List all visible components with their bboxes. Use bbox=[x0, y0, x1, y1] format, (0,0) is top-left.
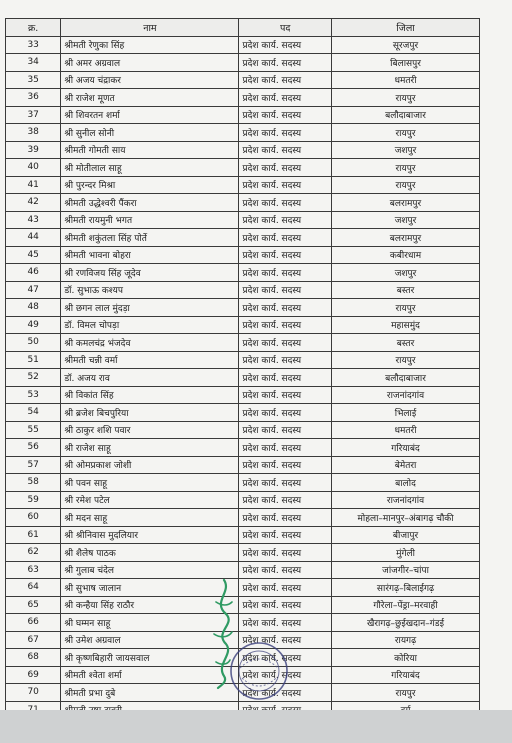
table-row bbox=[6, 369, 480, 387]
cell-name: श्री ठाकुर शशि पवार bbox=[61, 421, 239, 439]
table-row bbox=[6, 544, 480, 562]
cell-name: श्रीमती शकुंतला सिंह पोर्ते bbox=[61, 229, 239, 247]
cell-name: श्री राजेश साहू bbox=[61, 439, 239, 457]
table-row bbox=[6, 334, 480, 352]
cell-district: बालोद bbox=[332, 474, 480, 492]
cell-district: भिलाई bbox=[332, 404, 480, 422]
cell-post: प्रदेश कार्य. सदस्य bbox=[239, 579, 332, 597]
cell-post: प्रदेश कार्य. सदस्य bbox=[239, 386, 332, 404]
cell-district: रायपुर bbox=[332, 299, 480, 317]
cell-post: प्रदेश कार्य. सदस्य bbox=[239, 316, 332, 334]
cell-post: प्रदेश कार्य. सदस्य bbox=[239, 614, 332, 632]
cell-post: प्रदेश कार्य. सदस्य bbox=[239, 544, 332, 562]
cell-post: प्रदेश कार्य. सदस्य bbox=[239, 684, 332, 702]
table-row bbox=[6, 509, 480, 527]
cell-serial: 49 bbox=[6, 316, 61, 334]
cell-name: श्री उमेश अग्रवाल bbox=[61, 631, 239, 649]
cell-name: डॉ. विमल चोपड़ा bbox=[61, 316, 239, 334]
cell-name: श्री मोतीलाल साहू bbox=[61, 159, 239, 177]
cell-serial: 48 bbox=[6, 299, 61, 317]
cell-post: प्रदेश कार्य. सदस्य bbox=[239, 281, 332, 299]
cell-district: रायपुर bbox=[332, 351, 480, 369]
cell-serial: 52 bbox=[6, 369, 61, 387]
cell-name: श्री छगन लाल मुंदड़ा bbox=[61, 299, 239, 317]
cell-name: श्री रमेश पटेल bbox=[61, 491, 239, 509]
table-row bbox=[6, 421, 480, 439]
cell-district: बस्तर bbox=[332, 334, 480, 352]
cell-post: प्रदेश कार्य. सदस्य bbox=[239, 211, 332, 229]
cell-post: प्रदेश कार्य. सदस्य bbox=[239, 106, 332, 124]
table-row bbox=[6, 351, 480, 369]
cell-post: प्रदेश कार्य. सदस्य bbox=[239, 351, 332, 369]
cell-district: जशपुर bbox=[332, 211, 480, 229]
cell-serial: 43 bbox=[6, 211, 61, 229]
cell-post: प्रदेश कार्य. सदस्य bbox=[239, 124, 332, 142]
cell-district: जशपुर bbox=[332, 141, 480, 159]
cell-district: रायपुर bbox=[332, 89, 480, 107]
table-row bbox=[6, 89, 480, 107]
table-row bbox=[6, 491, 480, 509]
table-body bbox=[6, 36, 480, 736]
cell-serial: 33 bbox=[6, 36, 61, 54]
cell-district: रायपुर bbox=[332, 684, 480, 702]
cell-name: श्रीमती श्वेता शर्मा bbox=[61, 666, 239, 684]
table-row bbox=[6, 159, 480, 177]
cell-name: श्री कृष्णबिहारी जायसवाल bbox=[61, 649, 239, 667]
cell-name: श्रीमती रेणुका सिंह bbox=[61, 36, 239, 54]
cell-name: श्री शैलेष पाठक bbox=[61, 544, 239, 562]
cell-name: श्री मदन साहू bbox=[61, 509, 239, 527]
cell-district: गौरेला–पेंड्रा–मरवाही bbox=[332, 596, 480, 614]
cell-district: रायपुर bbox=[332, 159, 480, 177]
table-row bbox=[6, 596, 480, 614]
cell-name: श्रीमती रायमुनी भगत bbox=[61, 211, 239, 229]
cell-serial: 58 bbox=[6, 474, 61, 492]
header-post: पद bbox=[239, 19, 332, 37]
seal-stamp bbox=[228, 640, 290, 702]
cell-name: श्री सुभाष जालान bbox=[61, 579, 239, 597]
cell-name: श्री कमलचंद्र भंजदेव bbox=[61, 334, 239, 352]
table-row bbox=[6, 229, 480, 247]
cell-post: प्रदेश कार्य. सदस्य bbox=[239, 631, 332, 649]
cell-serial: 40 bbox=[6, 159, 61, 177]
cell-serial: 64 bbox=[6, 579, 61, 597]
cell-post: प्रदेश कार्य. सदस्य bbox=[239, 71, 332, 89]
cell-serial: 56 bbox=[6, 439, 61, 457]
cell-serial: 67 bbox=[6, 631, 61, 649]
cell-district: मुंगेली bbox=[332, 544, 480, 562]
cell-district: बलरामपुर bbox=[332, 194, 480, 212]
cell-district: जांजगीर–चांपा bbox=[332, 561, 480, 579]
cell-serial: 60 bbox=[6, 509, 61, 527]
cell-district: बस्तर bbox=[332, 281, 480, 299]
cell-post: प्रदेश कार्य. सदस्य bbox=[239, 141, 332, 159]
cell-district: महासमुंद bbox=[332, 316, 480, 334]
table-row bbox=[6, 579, 480, 597]
cell-serial: 55 bbox=[6, 421, 61, 439]
cell-post: प्रदेश कार्य. सदस्य bbox=[239, 421, 332, 439]
table-row bbox=[6, 386, 480, 404]
cell-name: श्री अजय चंद्राकर bbox=[61, 71, 239, 89]
header-serial: क्र. bbox=[6, 19, 61, 37]
cell-serial: 41 bbox=[6, 176, 61, 194]
table-row bbox=[6, 54, 480, 72]
cell-name: डॉ. अजय राव bbox=[61, 369, 239, 387]
cell-name: श्री अमर अग्रवाल bbox=[61, 54, 239, 72]
cell-district: धमतरी bbox=[332, 71, 480, 89]
cell-post: प्रदेश कार्य. सदस्य bbox=[239, 264, 332, 282]
table-row bbox=[6, 561, 480, 579]
cell-district: गरियाबंद bbox=[332, 439, 480, 457]
cell-name: श्री कन्हैया सिंह राठौर bbox=[61, 596, 239, 614]
cell-serial: 65 bbox=[6, 596, 61, 614]
cell-serial: 38 bbox=[6, 124, 61, 142]
cell-post: प्रदेश कार्य. सदस्य bbox=[239, 89, 332, 107]
cell-serial: 54 bbox=[6, 404, 61, 422]
table-row bbox=[6, 141, 480, 159]
table-row bbox=[6, 474, 480, 492]
members-table bbox=[5, 18, 480, 737]
cell-post: प्रदेश कार्य. सदस्य bbox=[239, 474, 332, 492]
cell-district: बेमेतरा bbox=[332, 456, 480, 474]
cell-district: रायगढ़ bbox=[332, 631, 480, 649]
table-row bbox=[6, 71, 480, 89]
cell-post: प्रदेश कार्य. सदस्य bbox=[239, 229, 332, 247]
cell-serial: 44 bbox=[6, 229, 61, 247]
cell-district: सूरजपुर bbox=[332, 36, 480, 54]
cell-district: रायपुर bbox=[332, 176, 480, 194]
cell-name: श्री पुरन्दर मिश्रा bbox=[61, 176, 239, 194]
cell-district: राजनांदगांव bbox=[332, 491, 480, 509]
cell-serial: 53 bbox=[6, 386, 61, 404]
cell-district: बिलासपुर bbox=[332, 54, 480, 72]
cell-name: डॉ. सुभाऊ कश्यप bbox=[61, 281, 239, 299]
table-row bbox=[6, 281, 480, 299]
cell-post: प्रदेश कार्य. सदस्य bbox=[239, 404, 332, 422]
cell-serial: 68 bbox=[6, 649, 61, 667]
cell-post: प्रदेश कार्य. सदस्य bbox=[239, 299, 332, 317]
cell-district: कबीरधाम bbox=[332, 246, 480, 264]
cell-name: श्रीमती प्रभा दुबे bbox=[61, 684, 239, 702]
cell-name: श्री ब्रजेश बिचपुरिया bbox=[61, 404, 239, 422]
cell-post: प्रदेश कार्य. सदस्य bbox=[239, 649, 332, 667]
table-row bbox=[6, 404, 480, 422]
cell-post: प्रदेश कार्य. सदस्य bbox=[239, 54, 332, 72]
cell-serial: 34 bbox=[6, 54, 61, 72]
cell-name: श्री सुनील सोनी bbox=[61, 124, 239, 142]
cell-district: धमतरी bbox=[332, 421, 480, 439]
cell-serial: 45 bbox=[6, 246, 61, 264]
cell-serial: 50 bbox=[6, 334, 61, 352]
cell-name: श्री घम्मन साहू bbox=[61, 614, 239, 632]
cell-district: बलौदाबाजार bbox=[332, 369, 480, 387]
cell-name: श्री रणविजय सिंह जूदेव bbox=[61, 264, 239, 282]
cell-district: बलौदाबाजार bbox=[332, 106, 480, 124]
cell-district: गरियाबंद bbox=[332, 666, 480, 684]
cell-serial: 39 bbox=[6, 141, 61, 159]
cell-serial: 42 bbox=[6, 194, 61, 212]
cell-name: श्रीमती गोमती साय bbox=[61, 141, 239, 159]
cell-name: श्रीमती उद्धेश्वरी पैंकरा bbox=[61, 194, 239, 212]
cell-serial: 37 bbox=[6, 106, 61, 124]
cell-post: प्रदेश कार्य. सदस्य bbox=[239, 36, 332, 54]
cell-post: प्रदेश कार्य. सदस्य bbox=[239, 561, 332, 579]
table-header-row bbox=[6, 19, 480, 37]
cell-district: सारंगढ़–बिलाईगढ़ bbox=[332, 579, 480, 597]
cell-post: प्रदेश कार्य. सदस्य bbox=[239, 334, 332, 352]
table-row bbox=[6, 299, 480, 317]
cell-post: प्रदेश कार्य. सदस्य bbox=[239, 491, 332, 509]
table-row bbox=[6, 264, 480, 282]
table-row bbox=[6, 211, 480, 229]
cell-serial: 51 bbox=[6, 351, 61, 369]
cell-serial: 62 bbox=[6, 544, 61, 562]
cell-name: श्री विकांत सिंह bbox=[61, 386, 239, 404]
cell-district: जशपुर bbox=[332, 264, 480, 282]
table-row bbox=[6, 36, 480, 54]
cell-serial: 47 bbox=[6, 281, 61, 299]
cell-name: श्री श्रीनिवास मुदलियार bbox=[61, 526, 239, 544]
table-row bbox=[6, 246, 480, 264]
cell-post: प्रदेश कार्य. सदस्य bbox=[239, 159, 332, 177]
table-row bbox=[6, 124, 480, 142]
cell-post: प्रदेश कार्य. सदस्य bbox=[239, 526, 332, 544]
cell-post: प्रदेश कार्य. सदस्य bbox=[239, 666, 332, 684]
cell-district: रायपुर bbox=[332, 124, 480, 142]
cell-serial: 69 bbox=[6, 666, 61, 684]
cell-name: श्री ओमप्रकाश जोशी bbox=[61, 456, 239, 474]
cell-serial: 57 bbox=[6, 456, 61, 474]
cell-post: प्रदेश कार्य. सदस्य bbox=[239, 596, 332, 614]
cell-district: बीजापुर bbox=[332, 526, 480, 544]
cell-serial: 70 bbox=[6, 684, 61, 702]
table-row bbox=[6, 526, 480, 544]
cell-post: प्रदेश कार्य. सदस्य bbox=[239, 194, 332, 212]
cell-name: श्री गुलाब चंदेल bbox=[61, 561, 239, 579]
cell-name: श्रीमती भावना बोहरा bbox=[61, 246, 239, 264]
cell-name: श्री राजेश मूणत bbox=[61, 89, 239, 107]
cell-post: प्रदेश कार्य. सदस्य bbox=[239, 369, 332, 387]
cell-district: कोरिया bbox=[332, 649, 480, 667]
table-row bbox=[6, 439, 480, 457]
cell-serial: 46 bbox=[6, 264, 61, 282]
cell-name: श्री शिवरतन शर्मा bbox=[61, 106, 239, 124]
cell-name: श्रीमती चन्नी वर्मा bbox=[61, 351, 239, 369]
cell-post: प्रदेश कार्य. सदस्य bbox=[239, 456, 332, 474]
cell-district: बलरामपुर bbox=[332, 229, 480, 247]
cell-serial: 66 bbox=[6, 614, 61, 632]
cell-post: प्रदेश कार्य. सदस्य bbox=[239, 439, 332, 457]
cell-name: श्री पवन साहू bbox=[61, 474, 239, 492]
cell-district: राजनांदगांव bbox=[332, 386, 480, 404]
cell-serial: 35 bbox=[6, 71, 61, 89]
cell-serial: 63 bbox=[6, 561, 61, 579]
cell-district: खैरागढ़–छुईखदान–गंडई bbox=[332, 614, 480, 632]
header-district: जिला bbox=[332, 19, 480, 37]
cell-serial: 61 bbox=[6, 526, 61, 544]
header-name: नाम bbox=[61, 19, 239, 37]
table-row bbox=[6, 194, 480, 212]
cell-serial: 59 bbox=[6, 491, 61, 509]
table-row bbox=[6, 316, 480, 334]
cell-post: प्रदेश कार्य. सदस्य bbox=[239, 176, 332, 194]
cell-post: प्रदेश कार्य. सदस्य bbox=[239, 246, 332, 264]
cell-serial: 36 bbox=[6, 89, 61, 107]
page-bottom-margin bbox=[0, 710, 512, 743]
table-row bbox=[6, 106, 480, 124]
table-row bbox=[6, 176, 480, 194]
table-row bbox=[6, 456, 480, 474]
cell-post: प्रदेश कार्य. सदस्य bbox=[239, 509, 332, 527]
table-row bbox=[6, 614, 480, 632]
cell-district: मोहला–मानपुर–अंबागढ़ चौकी bbox=[332, 509, 480, 527]
